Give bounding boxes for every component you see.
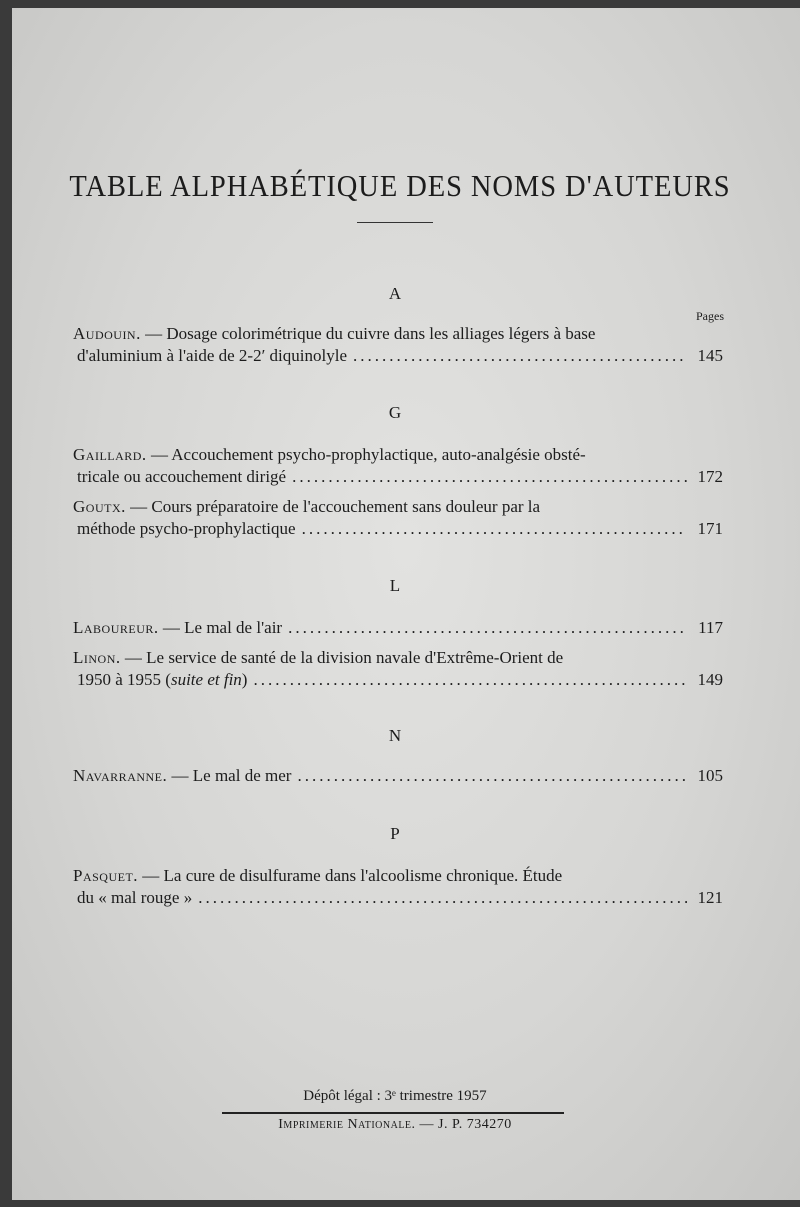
entry-text	[73, 765, 291, 787]
entry-line	[73, 647, 723, 669]
entry-goutx	[73, 496, 723, 540]
entry-gaillard	[73, 444, 723, 488]
pages-column-label: Pages	[696, 309, 724, 323]
entry-audouin	[73, 323, 723, 367]
entry-title: — Cours préparatoire de l'accouchement sans douleur par la	[125, 497, 541, 516]
entry-title: — Dosage colorimétrique du cuivre dans les alliages légers à base	[140, 324, 596, 343]
entry-line	[73, 765, 723, 787]
author-name: Pasquet.	[73, 866, 139, 885]
author-name: Navarranne.	[73, 766, 168, 785]
page-number: 105	[697, 766, 723, 785]
entry-line	[73, 865, 723, 887]
page-number: 121	[697, 888, 723, 907]
section-letter-l: L	[389, 576, 401, 595]
entry-text	[73, 444, 586, 466]
entry-text-italic: suite et fin	[170, 670, 242, 689]
leader-dots	[302, 518, 687, 540]
entry-text	[73, 496, 540, 518]
title-divider	[357, 222, 433, 223]
page-number: 117	[698, 618, 723, 637]
section-letter-g: G	[388, 403, 402, 422]
entry-title: — Le mal de mer	[167, 766, 292, 785]
page-number: 145	[697, 346, 723, 365]
entry-title: — La cure de disulfurame dans l'alcoolisme chronique. Étude	[138, 866, 563, 885]
entry-navarranne	[73, 765, 723, 787]
entry-pasquet	[73, 865, 723, 909]
page-title: TABLE ALPHABÉTIQUE DES NOMS D'AUTEURS	[69, 168, 731, 203]
author-name: Laboureur.	[73, 618, 159, 637]
author-name: Gaillard.	[73, 445, 147, 464]
entry-text	[73, 647, 563, 669]
page-number: 171	[697, 519, 723, 538]
entry-line	[73, 669, 723, 691]
leader-dots	[353, 345, 687, 367]
entry-line	[73, 617, 723, 639]
entry-linon	[73, 647, 723, 691]
legal-deposit-note: Dépôt légal : 3ᵉ trimestre 1957	[303, 1088, 487, 1104]
leader-dots	[297, 765, 687, 787]
entry-title: — Le mal de l'air	[158, 618, 283, 637]
entry-laboureur	[73, 617, 723, 639]
author-name: Audouin.	[73, 324, 141, 343]
entry-text-part: )	[241, 670, 248, 689]
entry-text	[73, 617, 282, 639]
section-letter-p: P	[390, 824, 400, 843]
leader-dots	[288, 617, 687, 639]
entry-title-cont: méthode psycho-prophylactique	[77, 519, 296, 538]
entry-title-cont: tricale ou accouchement dirigé	[77, 467, 287, 486]
leader-dots	[292, 466, 687, 488]
entry-line	[73, 444, 723, 466]
entry-title-cont: du « mal rouge »	[77, 888, 193, 907]
entry-title-cont	[77, 669, 247, 691]
entry-text	[73, 323, 595, 345]
entry-title: — Accouchement psycho-prophylactique, auto-analgésie obsté-	[146, 445, 586, 464]
entry-title-cont: d'aluminium à l'aide de 2-2′ diquinolyle	[77, 346, 347, 365]
author-name: Goutx.	[73, 497, 126, 516]
entry-text	[73, 865, 562, 887]
entry-line	[73, 518, 723, 540]
section-letter-a: A	[388, 284, 402, 303]
entry-line	[73, 887, 723, 909]
entry-line	[73, 323, 723, 345]
entry-line	[73, 496, 723, 518]
entry-text-part: 1950 à 1955 (	[77, 670, 171, 689]
page-number: 172	[697, 467, 723, 486]
printer-imprint: Imprimerie Nationale. — J. P. 734270	[278, 1117, 512, 1132]
entry-line	[73, 345, 723, 367]
footer-divider	[222, 1112, 564, 1114]
section-letter-n: N	[388, 726, 402, 745]
entry-title: — Le service de santé de la division navale d'Extrême-Orient de	[120, 648, 564, 667]
leader-dots	[198, 887, 687, 909]
author-name: Linon.	[73, 648, 121, 667]
page-number: 149	[697, 670, 723, 689]
entry-line	[73, 466, 723, 488]
leader-dots	[253, 669, 687, 691]
